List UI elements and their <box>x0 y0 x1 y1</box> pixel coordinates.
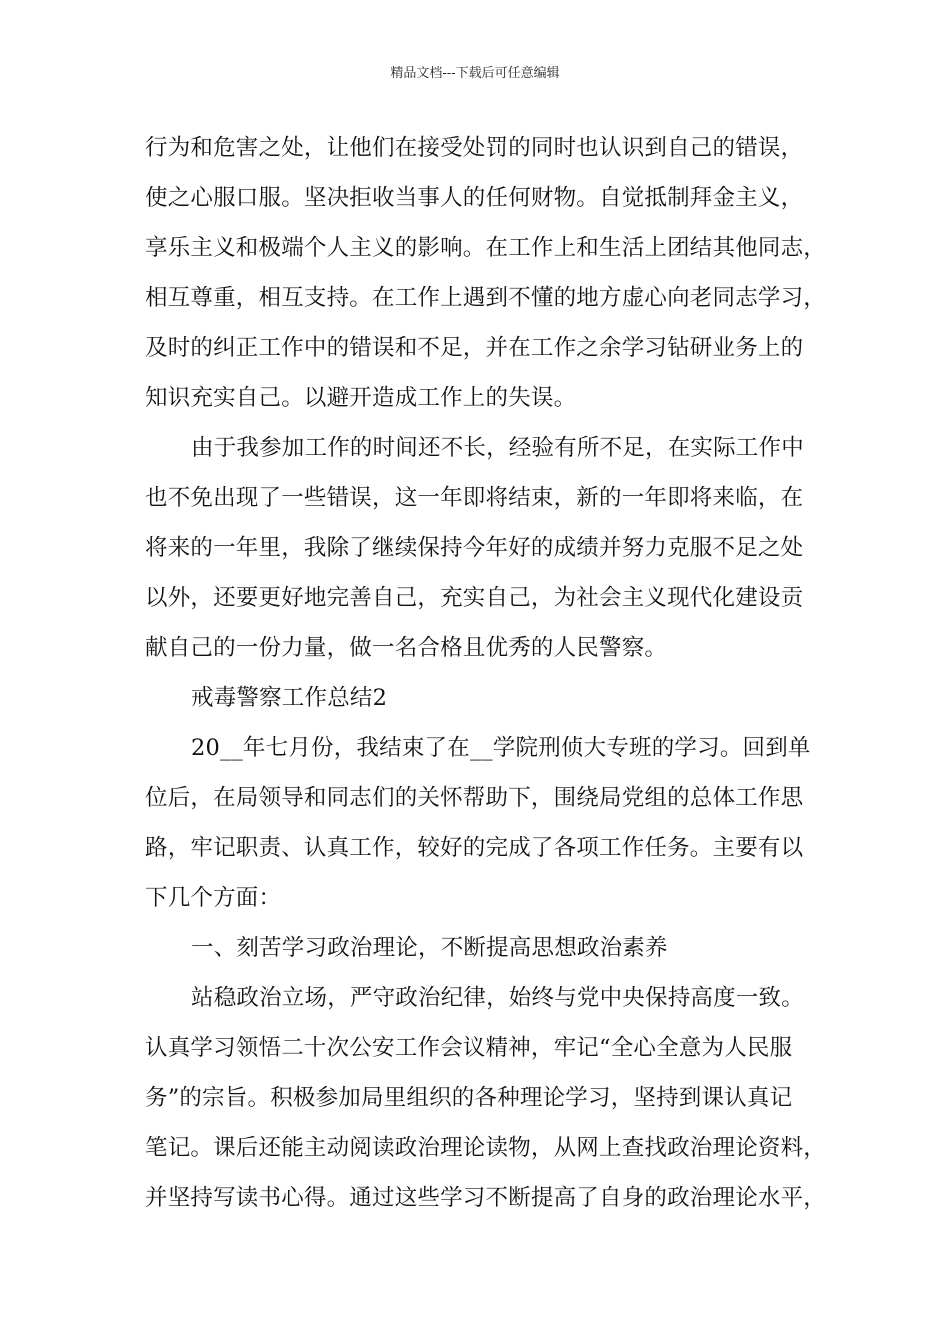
page-header: 精品文档---下载后可任意编辑 <box>390 66 560 81</box>
text-line: 及时的纠正工作中的错误和不足，并在工作之余学习钻研业务上的 <box>145 335 804 361</box>
text-line: 由于我参加工作的时间还不长，经验有所不足，在实际工作中 <box>191 435 804 461</box>
text-line: 下几个方面： <box>145 885 282 911</box>
text-line: 路，牢记职责、认真工作，较好的完成了各项工作任务。主要有以 <box>145 835 804 861</box>
text-line: 认真学习领悟二十次公安工作会议精神，牢记“全心全意为人民服 <box>145 1035 793 1061</box>
text-line: 使之心服口服。坚决拒收当事人的任何财物。自觉抵制拜金主义， <box>145 185 804 211</box>
text-line: 并坚持写读书心得。通过这些学习不断提高了自身的政治理论水平， <box>145 1185 827 1211</box>
text-line: 知识充实自己。以避开造成工作上的失误。 <box>145 385 577 411</box>
text-line: 献自己的一份力量，做一名合格且优秀的人民警察。 <box>145 635 668 661</box>
text-line: 一、刻苦学习政治理论，不断提高思想政治素养 <box>191 935 668 961</box>
text-line: 相互尊重，相互支持。在工作上遇到不懂的地方虚心向老同志学习， <box>145 285 827 311</box>
text-line: 行为和危害之处，让他们在接受处罚的同时也认识到自己的错误， <box>145 135 804 161</box>
text-line: 20__年七月份，我结束了在__学院刑侦大专班的学习。回到单 <box>191 735 811 761</box>
text-line: 将来的一年里，我除了继续保持今年好的成绩并努力克服不足之处 <box>145 535 804 561</box>
text-line: 也不免出现了一些错误，这一年即将结束，新的一年即将来临，在 <box>145 485 804 511</box>
text-line: 站稳政治立场，严守政治纪律，始终与党中央保持高度一致。 <box>191 985 804 1011</box>
text-line: 享乐主义和极端个人主义的影响。在工作上和生活上团结其他同志， <box>145 235 827 261</box>
text-line: 戒毒警察工作总结2 <box>191 685 388 711</box>
text-line: 笔记。课后还能主动阅读政治理论读物，从网上查找政治理论资料， <box>145 1135 827 1161</box>
text-line: 位后，在局领导和同志们的关怀帮助下，围绕局党组的总体工作思 <box>145 785 804 811</box>
text-line: 以外，还要更好地完善自己，充实自己，为社会主义现代化建设贡 <box>145 585 804 611</box>
text-line: 务”的宗旨。积极参加局里组织的各种理论学习，坚持到课认真记 <box>145 1085 793 1111</box>
document-body <box>145 123 825 1223</box>
